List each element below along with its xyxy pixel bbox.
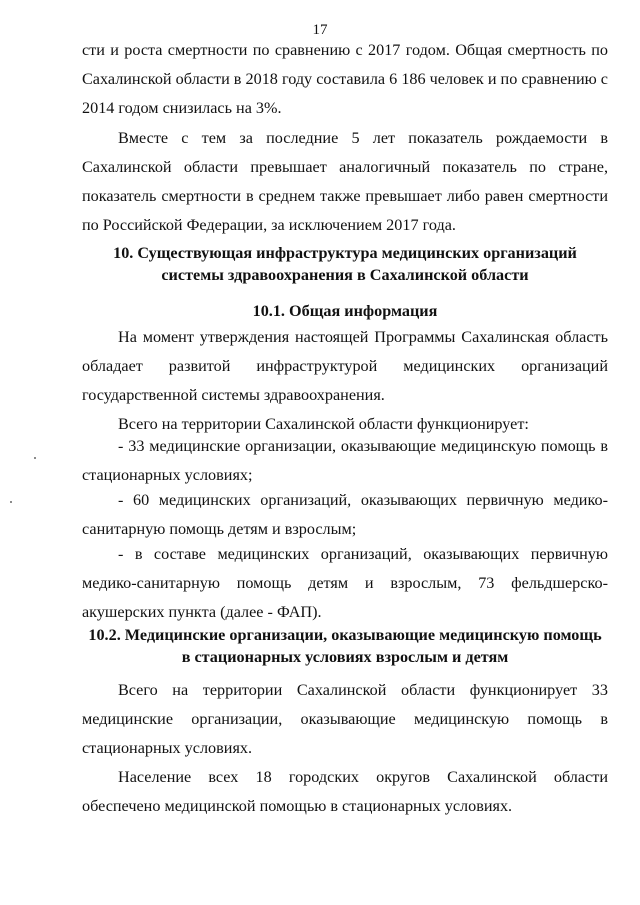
- page-number: 17: [312, 22, 328, 38]
- list-item-primary-care-organizations: - 60 медицинских организаций, оказывающих первичную медико-санитарную помощь детям и взрослым;: [82, 491, 608, 538]
- paragraph-birth-rate: Вместе с тем за последние 5 лет показатель рождаемости в Сахалинской области превышает аналогичный показатель по стране, показатель смертности в среднем также превышает либо равен смертности по Российской Федерации, за исключением 2017 года.: [82, 129, 608, 234]
- paragraph-organizations-total: Всего на территории Сахалинской области функционирует:: [118, 415, 529, 433]
- scan-speck: [34, 457, 36, 459]
- paragraph-infrastructure-intro: На момент утверждения настоящей Программы Сахалинская область обладает развитой инфраструктурой медицинских организаций государственной системы здравоохранения.: [82, 328, 608, 404]
- section-heading-10-1: 10.1. Общая информация: [252, 302, 438, 320]
- section-heading-10: 10. Существующая инфраструктура медицинских организаций системы здравоохранения в Сахалинской области: [113, 244, 577, 284]
- scan-speck: [10, 501, 12, 503]
- paragraph-mortality-comparison: сти и роста смертности по сравнению с 2017 годом. Общая смертность по Сахалинской области в 2018 году составила 6 186 человек и по сравнению с 2014 годом снизилась на 3%.: [82, 41, 608, 117]
- paragraph-population-coverage: Население всех 18 городских округов Сахалинской области обеспечено медицинской помощью в стационарных условиях.: [82, 768, 608, 815]
- list-item-inpatient-organizations: - 33 медицинские организации, оказывающие медицинскую помощь в стационарных условиях;: [82, 437, 608, 484]
- section-heading-10-2: 10.2. Медицинские организации, оказывающие медицинскую помощь в стационарных условиях взрослым и детям: [88, 626, 602, 666]
- paragraph-inpatient-organizations: Всего на территории Сахалинской области функционирует 33 медицинские организации, оказывающие медицинскую помощь в стационарных условиях.: [82, 681, 608, 757]
- list-item-fap-points: - в составе медицинских организаций, оказывающих первичную медико-санитарную помощь детям и взрослым, 73 фельдшерско-акушерских пункта (далее - ФАП).: [82, 545, 608, 621]
